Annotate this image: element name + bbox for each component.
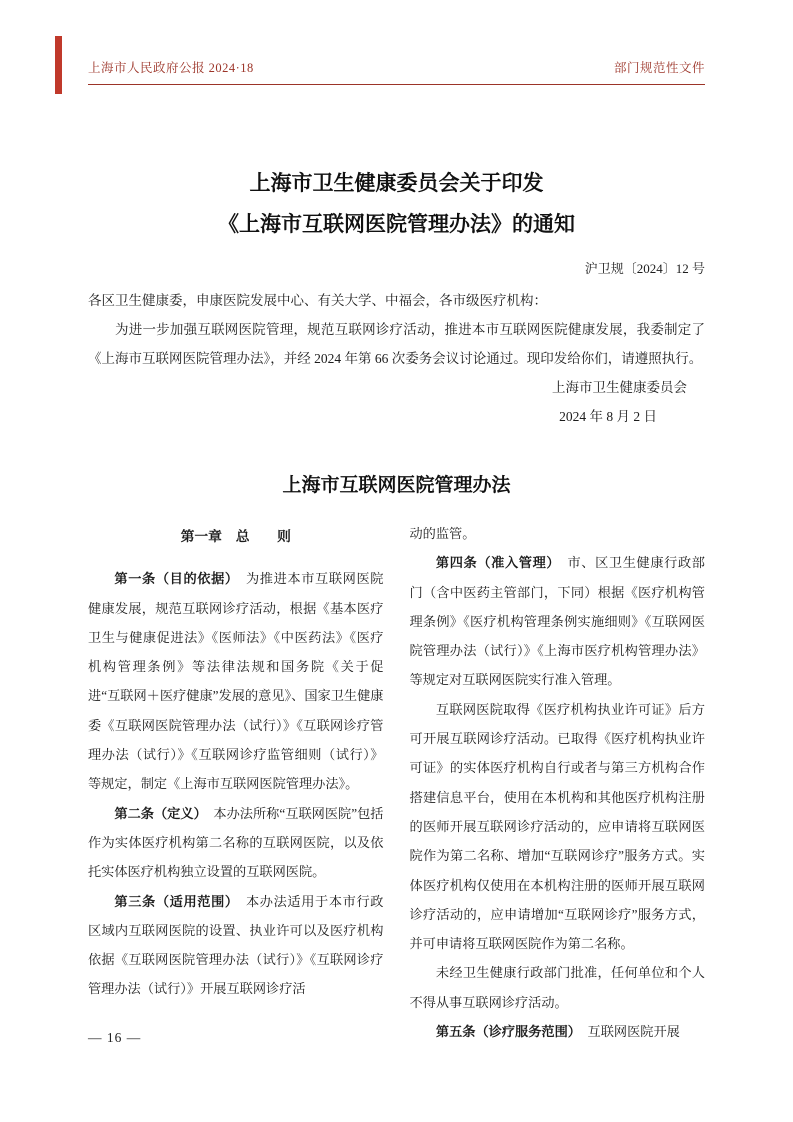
notice-paragraph: 为进一步加强互联网医院管理，规范互联网诊疗活动，推进本市互联网医院健康发展，我委制定了《上海市互联网医院管理办法》，并经 2024 年第 66 次委务会议讨论通过。现印发给你们，请遵照执行。 [88, 322, 705, 366]
salutation: 各区卫生健康委，申康医院发展中心、有关大学、中福会，各市级医疗机构： [88, 293, 547, 308]
notice-body [88, 286, 705, 373]
header-divider [88, 84, 705, 85]
regulation-title: 上海市互联网医院管理办法 [282, 475, 511, 496]
article-lead: 第五条（诊疗服务范围） [435, 1024, 575, 1040]
article-paragraph [88, 564, 384, 798]
article-paragraph [410, 548, 706, 694]
article-paragraph-continuation [410, 519, 706, 548]
red-margin-bar [55, 36, 62, 94]
article-text: 为推进本市互联网医院健康发展，规范互联网诊疗活动，根据《基本医疗卫生与健康促进法》《医师法》《中医药法》《医疗机构管理条例》等法律法规和国务院《关于促进“互联网＋医疗健康”发展的意见》、国家卫生健康委《互联网医院管理办法（试行）》《互联网诊疗管理办法（试行）》《互联网诊疗监管细则（试行）》等规定，制定《上海市互联网医院管理办法》。 [88, 571, 384, 792]
right-column [410, 519, 706, 1046]
article-text: 本办法所称“互联网医院”包括作为实体医疗机构第二名称的互联网医院，以及依托实体医疗机构独立设置的互联网医院。 [88, 805, 384, 880]
article-paragraph [88, 887, 384, 1004]
notice-title-line1: 上海市卫生健康委员会关于印发 [249, 172, 544, 195]
notice-title-line2: 《上海市互联网医院管理办法》的通知 [218, 213, 575, 236]
chapter-heading: 第一章 总 则 [180, 529, 291, 544]
header-left-title: 上海市人民政府公报 2024·18 [88, 61, 254, 75]
article-lead: 第四条（准入管理） [435, 555, 554, 571]
article-text: 市、区卫生健康行政部门（含中医药主管部门，下同）根据《医疗机构管理条例》《医疗机构管理条例实施细则》《互联网医院管理办法（试行）》《上海市医疗机构管理办法》等规定对互联网医院实行准入管理。 [409, 555, 705, 688]
article-lead: 第一条（目的依据） [114, 571, 233, 587]
article-paragraph [410, 958, 706, 1017]
article-text: 本办法适用于本市行政区域内互联网医院的设置、执业许可以及医疗机构依据《互联网医院管理办法（试行）》《互联网诊疗管理办法（试行）》开展互联网诊疗活 [88, 893, 384, 997]
signature-date: 2024 年 8 月 2 日 [559, 409, 657, 424]
article-paragraph [410, 1017, 706, 1046]
article-text: 互联网医院取得《医疗机构执业许可证》后方可开展互联网诊疗活动。已取得《医疗机构执业许可证》的实体医疗机构自行或者与第三方机构合作搭建信息平台，使用在本机构和其他医疗机构注册的医师开展互联网诊疗活动的，应申请将互联网医院作为第二名称、增加“互联网诊疗”服务方式。实体医疗机构仅使用在本机构注册的医师开展互联网诊疗活动的，应申请增加“互联网诊疗”服务方式，并可申请将互联网医院作为第二名称。 [409, 701, 705, 952]
page-number: — 16 — [88, 1030, 142, 1045]
article-text: 未经卫生健康行政部门批准，任何单位和个人不得从事互联网诊疗活动。 [409, 965, 705, 1010]
header-right-label: 部门规范性文件 [613, 61, 705, 75]
article-lead: 第二条（定义） [114, 805, 201, 821]
article-paragraph [88, 799, 384, 887]
article-lead: 第三条（适用范围） [114, 893, 233, 909]
article-text: 动的监管。 [409, 526, 476, 541]
document-number: 沪卫规〔2024〕12 号 [584, 261, 705, 276]
notice-title [88, 0, 705, 245]
running-header [88, 58, 705, 76]
article-paragraph [410, 695, 706, 959]
article-text: 互联网医院开展 [574, 1024, 680, 1040]
signature-org: 上海市卫生健康委员会 [552, 380, 687, 395]
left-column [88, 519, 384, 1046]
two-column-layout [88, 519, 705, 1046]
